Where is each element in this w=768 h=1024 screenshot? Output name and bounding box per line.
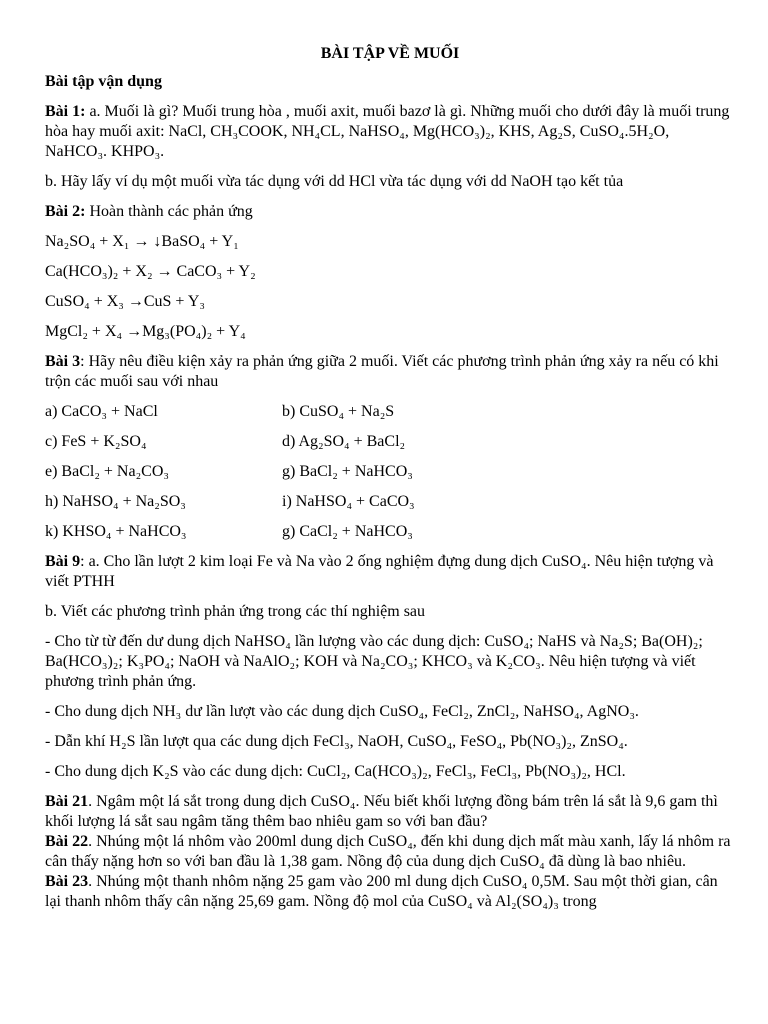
bai9-part-b: b. Viết các phương trình phản ứng trong các thí nghiệm sau [45,603,426,620]
bai3-pairs-grid [45,402,735,542]
pair-b: b) CuSO₄ + Na₂S [282,403,395,420]
bai2-heading [45,202,735,222]
pair-a: a) CaCO₃ + NaCl [45,403,158,420]
bai21 [45,792,735,832]
bai3-label: Bài 3 [45,353,81,370]
bai9-label: Bài 9 [45,553,81,570]
reaction-3: CuSO₄ + X₃ →CuS + Y₃ [45,293,205,310]
reaction-2: Ca(HCO₃)₂ + X₂ → CaCO₃ + Y₂ [45,263,256,280]
document [45,44,735,912]
bai9-item-4: - Cho dung dịch K₂S vào các dung dịch: CuCl₂, Ca(HCO₃)₂, FeCl₃, FeCl₃, Pb(NO₃)₂, HCl. [45,763,626,780]
bai1-part-b: b. Hãy lấy ví dụ một muối vừa tác dụng với dd HCl vừa tác dụng với dd NaOH tạo kết tủa [45,173,624,190]
bai21-text: . Ngâm một lá sắt trong dung dịch CuSO₄. Nếu biết khối lượng đồng bám trên lá sắt là 9,6 gam thì khối lượng lá sắt sau ngâm tăng thêm bao nhiêu gam so với ban đầu? [45,793,718,830]
pair-i: i) NaHSO₄ + CaCO₃ [282,493,415,510]
bai9-part-a [45,552,735,592]
bai9-item-1: - Cho từ từ đến dư dung dịch NaHSO₄ lần lượng vào các dung dịch: CuSO₄; NaHS và Na₂S; Ba(OH)₂; Ba(HCO₃)₂; K₃PO₄; NaOH và NaAlO₂; KOH và Na₂CO₃; KHCO₃ và K₂CO₃. Nêu hiện tượng và viết phương trình phản ứng. [45,633,703,690]
bai22-text: . Nhúng một lá nhôm vào 200ml dung dịch CuSO₄, đến khi dung dịch mất màu xanh, lấy lá nhôm ra cân thấy nặng hơn so với ban đầu là 1,38 gam. Nồng độ của dung dịch CuSO₄ đã dùng là bao nhiêu. [45,833,731,870]
pair-e: e) BaCl₂ + Na₂CO₃ [45,463,169,480]
section-heading: Bài tập vận dụng [45,73,162,90]
bai9-item-2: - Cho dung dịch NH₃ dư lần lượt vào các dung dịch CuSO₄, FeCl₂, ZnCl₂, NaHSO₄, AgNO₃. [45,703,639,720]
bai2-label: Bài 2: [45,203,86,220]
bai3-heading [45,352,735,392]
bai1-part-a [45,102,735,162]
document-title: BÀI TẬP VỀ MUỐI [320,45,460,62]
bai22 [45,832,735,872]
bai1-label: Bài 1: [45,103,86,120]
pair-g: g) BaCl₂ + NaHCO₃ [282,463,413,480]
pair-c: c) FeS + K₂SO₄ [45,433,147,450]
pair-k: k) KHSO₄ + NaHCO₃ [45,523,187,540]
bai9-item-3: - Dẫn khí H₂S lần lượt qua các dung dịch FeCl₃, NaOH, CuSO₄, FeSO₄, Pb(NO₃)₂, ZnSO₄. [45,733,628,750]
reaction-1: Na₂SO₄ + X₁ → ↓BaSO₄ + Y₁ [45,233,239,250]
bai3-text: : Hãy nêu điều kiện xảy ra phản ứng giữa 2 muối. Viết các phương trình phản ứng xảy ra nếu có khi trộn các muối sau với nhau [45,353,719,390]
bai2-text: Hoàn thành các phản ứng [85,203,253,220]
pair-g2: g) CaCl₂ + NaHCO₃ [282,523,413,540]
bai22-label: Bài 22 [45,833,89,850]
pair-h: h) NaHSO₄ + Na₂SO₃ [45,493,186,510]
bai9-a-text: : a. Cho lần lượt 2 kim loại Fe và Na vào 2 ống nghiệm đựng dung dịch CuSO₄. Nêu hiện tượng và viết PTHH [45,553,714,590]
bai21-label: Bài 21 [45,793,89,810]
reaction-4: MgCl₂ + X₄ →Mg₃(PO₄)₂ + Y₄ [45,323,246,340]
bai23-text: . Nhúng một thanh nhôm nặng 25 gam vào 200 ml dung dịch CuSO₄ 0,5M. Sau một thời gian, cân lại thanh nhôm thấy cân nặng 25,69 gam. Nồng độ mol của CuSO₄ và Al₂(SO₄)₃ trong [45,873,718,910]
bai23-label: Bài 23 [45,873,89,890]
bai1-a-text: a. Muối là gì? Muối trung hòa , muối axit, muối bazơ là gì. Những muối cho dưới đây là muối trung hòa hay muối axit: NaCl, CH₃COOK, NH₄CL, NaHSO₄, Mg(HCO₃)₂, KHS, Ag₂S, CuSO₄.5H₂O, NaHCO₃. KHPO₃. [45,103,730,160]
pair-d: d) Ag₂SO₄ + BaCl₂ [282,433,406,450]
bai23 [45,872,735,912]
